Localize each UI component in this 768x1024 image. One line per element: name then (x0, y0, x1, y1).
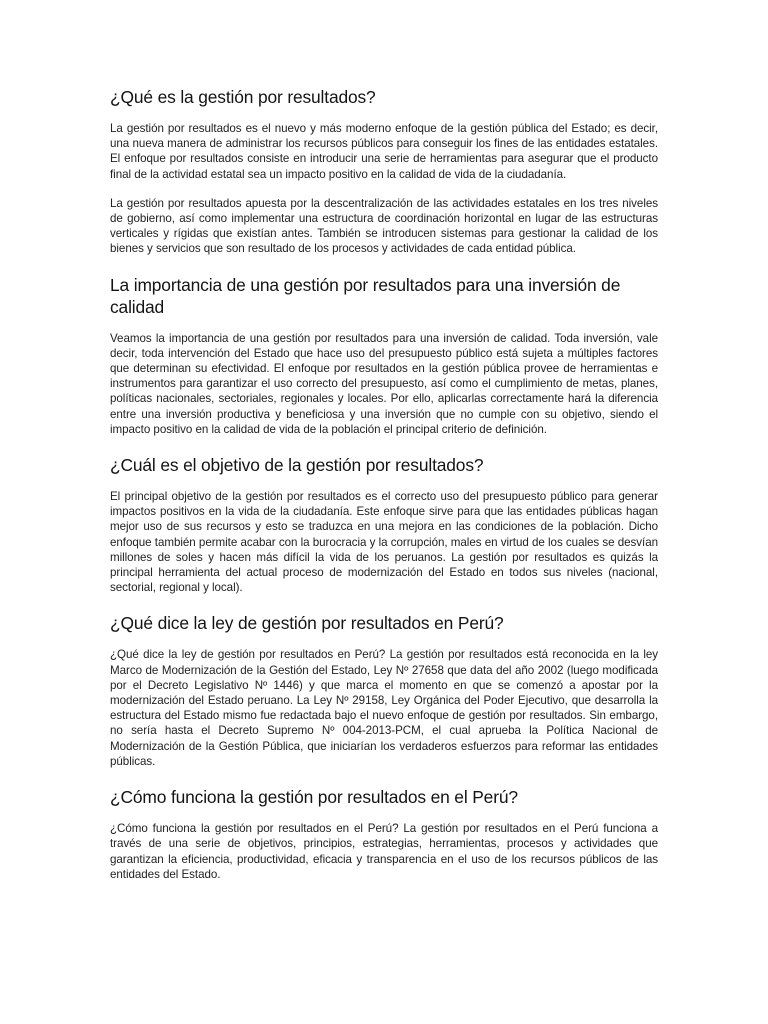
paragraph: La gestión por resultados apuesta por la descentralización de las actividades estatales en los tres niveles de gobierno, así como implementar una estructura de coordinación horizontal en lugar de las estructuras verticales y rígidas que existían antes. También se introducen sistemas para gestionar la calidad de los bienes y servicios que son resultado de los procesos y actividades de cada entidad pública. (110, 196, 658, 256)
paragraph: ¿Qué dice la ley de gestión por resultados en Perú? La gestión por resultados está reconocida en la ley Marco de Modernización de la Gestión del Estado, Ley Nº 27658 que data del año 2002 (luego modificada por el Decreto Legislativo Nº 1446) y que marca el momento en que se comenzó a apostar por la modernización del Estado peruano. La Ley Nº 29158, Ley Orgánica del Poder Ejecutivo, que desarrolla la estructura del Estado mismo fue redactada bajo el nuevo enfoque de gestión por resultados. Sin embargo, no sería hasta el Decreto Supremo Nº 004-2013-PCM, el cual aprueba la Política Nacional de Modernización de la Gestión Pública, que iniciarían los verdaderos esfuerzos para reformar las entidades públicas. (110, 648, 658, 768)
document-page (110, 86, 658, 882)
section-heading-objetivo: ¿Cuál es el objetivo de la gestión por resultados? (110, 455, 484, 476)
paragraph: ¿Cómo funciona la gestión por resultados en el Perú? La gestión por resultados en el Perú funciona a través de una serie de objetivos, principios, estrategias, herramientas, procesos y actividades que garantizan la eficiencia, productividad, eficacia y transparencia en el uso de los recursos públicos de las entidades del Estado. (110, 822, 658, 881)
paragraph: El principal objetivo de la gestión por resultados es el correcto uso del presupuesto público para generar impactos positivos en la vida de la ciudadanía. Este enfoque sirve para que las entidades públicas hagan mejor uso de sus recursos y esto se traduzca en una mejora en las condiciones de la población. Dicho enfoque también permite acabar con la burocracia y la corrupción, males en virtud de los cuales se desvían millones de soles y hacen más difícil la vida de los peruanos. La gestión por resultados es quizás la principal herramienta del actual proceso de modernización del Estado en todos sus niveles (nacional, sectorial, regional y local). (110, 490, 658, 595)
section-heading-importancia: La importancia de una gestión por resultados para una inversión de calidad (110, 274, 621, 317)
section-heading-ley: ¿Qué dice la ley de gestión por resultados en Perú? (110, 613, 504, 634)
section-heading-como-funciona: ¿Cómo funciona la gestión por resultados en el Perú? (110, 787, 518, 808)
paragraph: Veamos la importancia de una gestión por resultados para una inversión de calidad. Toda inversión, vale decir, toda intervención del Estado que hace uso del presupuesto público está sujeta a múltiples factores que determinan su efectividad. El enfoque por resultados en la gestión pública provee de herramientas e instrumentos para garantizar el uso correcto del presupuesto, así como el cumplimiento de metas, planes, políticas nacionales, sectoriales, regionales y locales. Por ello, aplicarlas correctamente hará la diferencia entre una inversión productiva y beneficiosa y una inversión que no cumple con su objetivo, siendo el impacto positivo en la calidad de vida de la población el principal criterio de definición. (110, 331, 658, 436)
paragraph: La gestión por resultados es el nuevo y más moderno enfoque de la gestión pública del Estado; es decir, una nueva manera de administrar los recursos públicos para conseguir los fines de las entidades estatales. El enfoque por resultados consiste en introducir una serie de herramientas para asegurar que el producto final de la actividad estatal sea un impacto positivo en la calidad de vida de la ciudadanía. (110, 122, 658, 181)
section-heading-que-es: ¿Qué es la gestión por resultados? (110, 87, 376, 107)
